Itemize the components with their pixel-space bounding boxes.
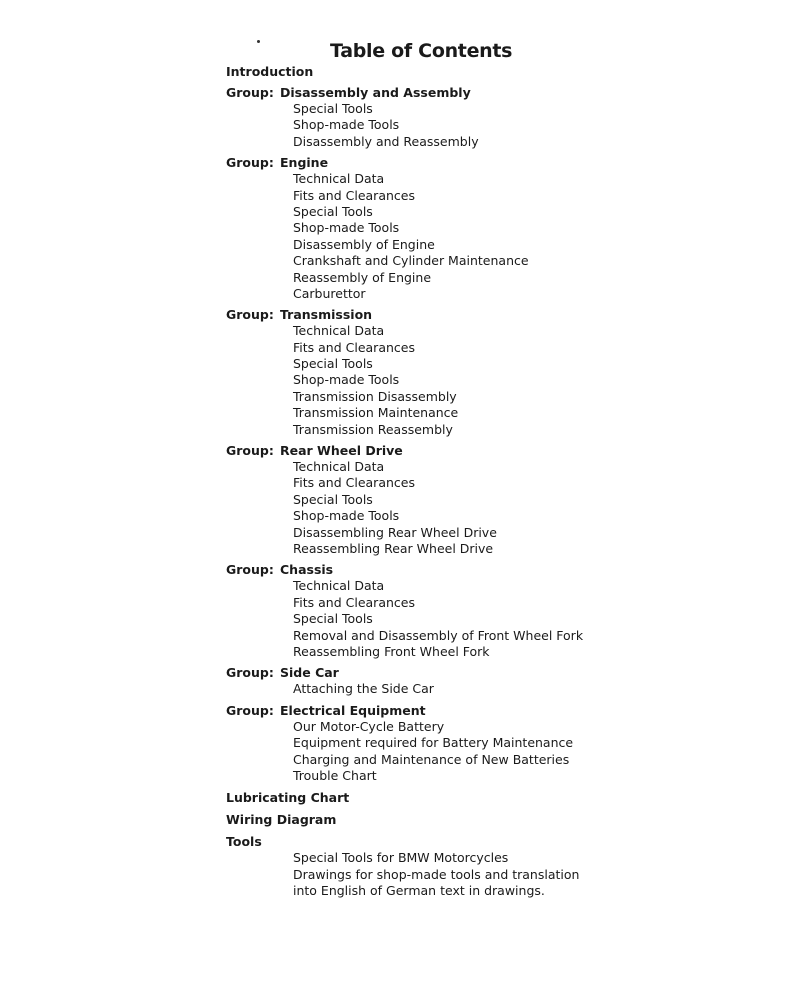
toc-subitem: Shop-made Tools (293, 220, 400, 236)
toc-section (226, 834, 746, 899)
toc-subitem: Trouble Chart (293, 767, 377, 783)
toc-subitems (226, 719, 746, 785)
toc-subitem: Removal and Disassembly of Front Wheel Fork (293, 627, 584, 643)
heading-label: Tools (226, 834, 262, 850)
toc-subitem: Equipment required for Battery Maintenance (293, 735, 574, 751)
toc-subitems (226, 323, 746, 438)
heading-label: Rear Wheel Drive (280, 443, 403, 459)
toc-subitem: Technical Data (293, 459, 385, 475)
group-prefix: Group: (226, 665, 274, 681)
toc-subitem: Our Motor-Cycle Battery (293, 718, 445, 734)
toc-subitem: Technical Data (293, 171, 385, 187)
group-prefix: Group: (226, 702, 274, 718)
toc-section (226, 443, 746, 557)
page-title: Table of Contents (330, 40, 513, 62)
toc-subitem: Crankshaft and Cylinder Maintenance (293, 253, 529, 269)
group-prefix: Group: (226, 85, 274, 100)
heading-label: Electrical Equipment (280, 702, 426, 718)
toc-heading (226, 64, 746, 80)
speck-mark (257, 40, 260, 43)
toc-heading (226, 790, 746, 806)
toc-subitem: Technical Data (293, 323, 385, 339)
toc-subitem: Fits and Clearances (293, 594, 415, 610)
heading-label: Wiring Diagram (226, 812, 337, 828)
heading-label: Side Car (280, 665, 339, 681)
toc-section (226, 155, 746, 302)
toc-group-heading (226, 703, 746, 719)
heading-label: Lubricating Chart (226, 790, 350, 806)
toc-subitems (226, 681, 746, 697)
toc-subitem: Shop-made Tools (293, 372, 400, 388)
toc-group-heading (226, 665, 746, 681)
toc-subitem: Fits and Clearances (293, 475, 415, 491)
group-prefix: Group: (226, 562, 274, 578)
toc-subitem: into English of German text in drawings. (293, 883, 545, 899)
toc-subitem: Shop-made Tools (293, 117, 400, 133)
toc-subitem: Fits and Clearances (293, 339, 415, 355)
heading-label: Transmission (280, 307, 373, 323)
toc-subitem: Shop-made Tools (293, 508, 400, 524)
toc-subitem: Transmission Reassembly (293, 421, 453, 437)
toc-section (226, 665, 746, 697)
toc-group-heading (226, 443, 746, 459)
toc-section (226, 64, 746, 80)
toc-subitem: Special Tools (293, 356, 373, 372)
toc-subitem: Transmission Maintenance (293, 405, 459, 421)
toc-group-heading (226, 85, 746, 101)
toc-subitem: Charging and Maintenance of New Batteries (293, 751, 570, 767)
toc-subitem: Attaching the Side Car (293, 681, 434, 697)
toc-section (226, 307, 746, 438)
toc-subitem: Special Tools for BMW Motorcycles (293, 850, 509, 866)
group-prefix: Group: (226, 307, 274, 323)
toc-subitem: Transmission Disassembly (293, 388, 457, 404)
toc-subitem: Disassembling Rear Wheel Drive (293, 524, 497, 540)
toc-group-heading (226, 155, 746, 171)
toc-subitem: Carburettor (293, 285, 366, 301)
table-of-contents (226, 64, 746, 899)
toc-subitems (226, 101, 746, 150)
toc-subitems (226, 171, 746, 302)
toc-subitems (226, 578, 746, 660)
heading-label: Engine (280, 155, 329, 171)
heading-label: Introduction (226, 64, 314, 79)
toc-section (226, 562, 746, 660)
toc-heading (226, 834, 746, 850)
toc-subitems (226, 850, 746, 899)
group-prefix: Group: (226, 443, 274, 459)
toc-subitem: Special Tools (293, 491, 373, 507)
toc-group-heading (226, 562, 746, 578)
toc-subitem: Reassembly of Engine (293, 269, 432, 285)
toc-subitem: Disassembly of Engine (293, 236, 435, 252)
toc-subitem: Fits and Clearances (293, 187, 415, 203)
toc-section (226, 85, 746, 150)
toc-subitems (226, 459, 746, 557)
toc-subitem: Reassembling Rear Wheel Drive (293, 540, 494, 556)
toc-subitem: Special Tools (293, 101, 373, 116)
toc-subitem: Technical Data (293, 578, 385, 594)
toc-subitem: Special Tools (293, 611, 373, 627)
group-prefix: Group: (226, 155, 274, 171)
toc-section (226, 812, 746, 828)
toc-section (226, 790, 746, 806)
toc-heading (226, 812, 746, 828)
toc-subitem: Special Tools (293, 203, 373, 219)
toc-section (226, 703, 746, 785)
toc-subitem: Reassembling Front Wheel Fork (293, 643, 490, 659)
heading-label: Chassis (280, 562, 334, 578)
toc-subitem: Disassembly and Reassembly (293, 133, 479, 149)
toc-group-heading (226, 307, 746, 323)
heading-label: Disassembly and Assembly (280, 85, 471, 100)
toc-subitem: Drawings for shop-made tools and translation (293, 866, 580, 882)
